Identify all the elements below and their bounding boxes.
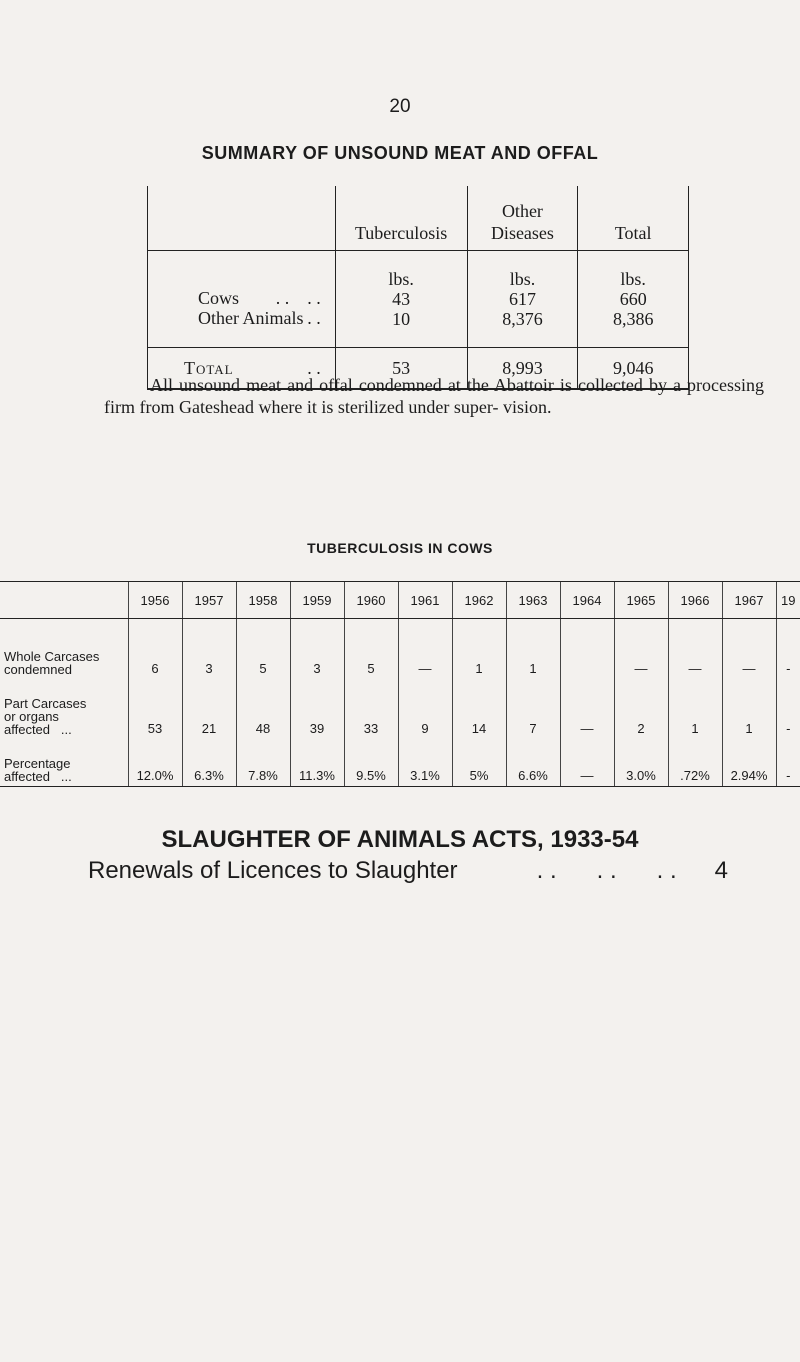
tb-year: 1960	[344, 582, 398, 619]
tb-row-label-line: condemned	[4, 662, 72, 677]
summary-row-dots: . . . .	[275, 288, 321, 308]
summary-row-label: Other Animals	[198, 308, 304, 328]
tb-cell: 5%	[452, 738, 506, 787]
tb-year: 1963	[506, 582, 560, 619]
summary-unit: lbs.	[620, 269, 646, 289]
renewals-value: 4	[714, 857, 728, 884]
tb-cell: —	[722, 619, 776, 679]
summary-cell: 660	[619, 289, 647, 309]
tb-cell: 1	[452, 619, 506, 679]
summary-row-label: Cows	[198, 288, 240, 308]
tb-cell: —	[560, 738, 614, 787]
summary-col-tuberculosis	[335, 251, 467, 348]
tb-cell: 11.3%	[290, 738, 344, 787]
tb-cell: 2.94%	[722, 738, 776, 787]
summary-col-total	[578, 251, 689, 348]
summary-header-other-diseases	[467, 186, 578, 251]
tb-cell: 39	[290, 678, 344, 738]
summary-row-other-animals	[154, 308, 329, 328]
summary-body-row	[148, 251, 689, 348]
summary-total-cell: 53	[335, 348, 467, 390]
tb-year: 1967	[722, 582, 776, 619]
tb-year: 1961	[398, 582, 452, 619]
tb-cell: 3.0%	[614, 738, 668, 787]
tb-row-label-line: affected ...	[4, 722, 72, 737]
summary-header-row	[148, 186, 689, 251]
renewals-label: Renewals of Licences to Slaughter	[88, 857, 458, 884]
tb-cell: .72%	[668, 738, 722, 787]
tb-table	[0, 581, 800, 787]
tb-row-label-line: or organs	[4, 709, 59, 724]
page-number: 20	[389, 96, 411, 117]
tb-year: 1958	[236, 582, 290, 619]
summary-cell: 8,386	[612, 309, 654, 329]
tb-row-label	[0, 738, 128, 787]
tb-cell: 1	[506, 619, 560, 679]
summary-cell: 617	[508, 289, 536, 309]
tb-cell: 6.6%	[506, 738, 560, 787]
slaughter-title: SLAUGHTER OF ANIMALS ACTS, 1933-54	[161, 826, 639, 853]
tb-row-label-line: affected ...	[4, 769, 72, 784]
tb-row-label-line: Part Carcases	[4, 696, 87, 711]
tb-cell: 21	[182, 678, 236, 738]
tb-year: 1957	[182, 582, 236, 619]
tb-cell	[560, 619, 614, 679]
summary-title: SUMMARY OF UNSOUND MEAT AND OFFAL	[201, 143, 599, 163]
tb-cell: 48	[236, 678, 290, 738]
summary-unit: lbs.	[509, 269, 536, 289]
tb-cell: 3	[182, 619, 236, 679]
summary-col-other-diseases	[467, 251, 578, 348]
summary-row-labels	[148, 251, 336, 348]
tb-row-label-line: Percentage	[4, 756, 71, 771]
tb-row-label	[0, 619, 128, 679]
tb-year: 1962	[452, 582, 506, 619]
tb-cell: 5	[344, 619, 398, 679]
tb-row-whole-carcases	[0, 619, 800, 679]
tb-cell: 9.5%	[344, 738, 398, 787]
tb-cell: 53	[128, 678, 182, 738]
tb-cell: 3.1%	[398, 738, 452, 787]
summary-total-cell: 8,993	[467, 348, 578, 390]
renewals-line	[88, 857, 728, 885]
tb-cell: —	[560, 678, 614, 738]
tb-cell: 7	[506, 678, 560, 738]
summary-row-dots: . .	[307, 308, 321, 328]
tb-cell: -	[776, 678, 800, 738]
abattoir-paragraph: All unsound meat and offal condemned at the Abattoir is collected by a processing firm from Gateshead where it is sterilized under super- vision.	[104, 375, 764, 417]
tb-cell: 14	[452, 678, 506, 738]
summary-header-other-diseases-text: Other Diseases	[490, 201, 554, 243]
summary-cell: 10	[392, 309, 411, 329]
tb-cell: 1	[668, 678, 722, 738]
tb-row-part-carcases	[0, 678, 800, 738]
summary-header-tuberculosis: Tuberculosis	[335, 186, 467, 251]
tb-year-row	[0, 582, 800, 619]
tb-cell: 1	[722, 678, 776, 738]
tb-cell: 6.3%	[182, 738, 236, 787]
tb-cell: —	[668, 619, 722, 679]
summary-total-dots: . .	[307, 357, 321, 378]
tb-year: 1965	[614, 582, 668, 619]
summary-table	[147, 186, 689, 390]
tb-cell: 9	[398, 678, 452, 738]
tb-cell: 6	[128, 619, 182, 679]
summary-cell: 8,376	[502, 309, 543, 329]
tb-year-blank	[0, 582, 128, 619]
tb-cell: 7.8%	[236, 738, 290, 787]
tb-cell: 5	[236, 619, 290, 679]
tb-year: 1956	[128, 582, 182, 619]
tb-row-percentage	[0, 738, 800, 787]
summary-unit: lbs.	[388, 269, 414, 289]
tb-row-label	[0, 678, 128, 738]
tb-cell: 12.0%	[128, 738, 182, 787]
tb-cell: -	[776, 738, 800, 787]
summary-header-blank	[148, 186, 336, 251]
renewals-dots: . . . . . .	[536, 857, 677, 884]
tb-cell: 2	[614, 678, 668, 738]
summary-total-label: Total	[184, 357, 234, 378]
tb-year: 1959	[290, 582, 344, 619]
summary-cell: 43	[392, 289, 411, 309]
tb-year: 19	[776, 582, 800, 619]
tb-title: TUBERCULOSIS IN COWS	[307, 540, 493, 556]
tb-row-label-line: Whole Carcases	[4, 649, 100, 664]
tb-year: 1964	[560, 582, 614, 619]
tb-cell: -	[776, 619, 800, 679]
tb-cell: 3	[290, 619, 344, 679]
tb-cell: —	[614, 619, 668, 679]
tb-year: 1966	[668, 582, 722, 619]
tb-cell: 33	[344, 678, 398, 738]
summary-header-total: Total	[578, 186, 689, 251]
summary-total-cell: 9,046	[578, 348, 689, 390]
tb-cell: —	[398, 619, 452, 679]
summary-row-cows	[154, 288, 329, 308]
